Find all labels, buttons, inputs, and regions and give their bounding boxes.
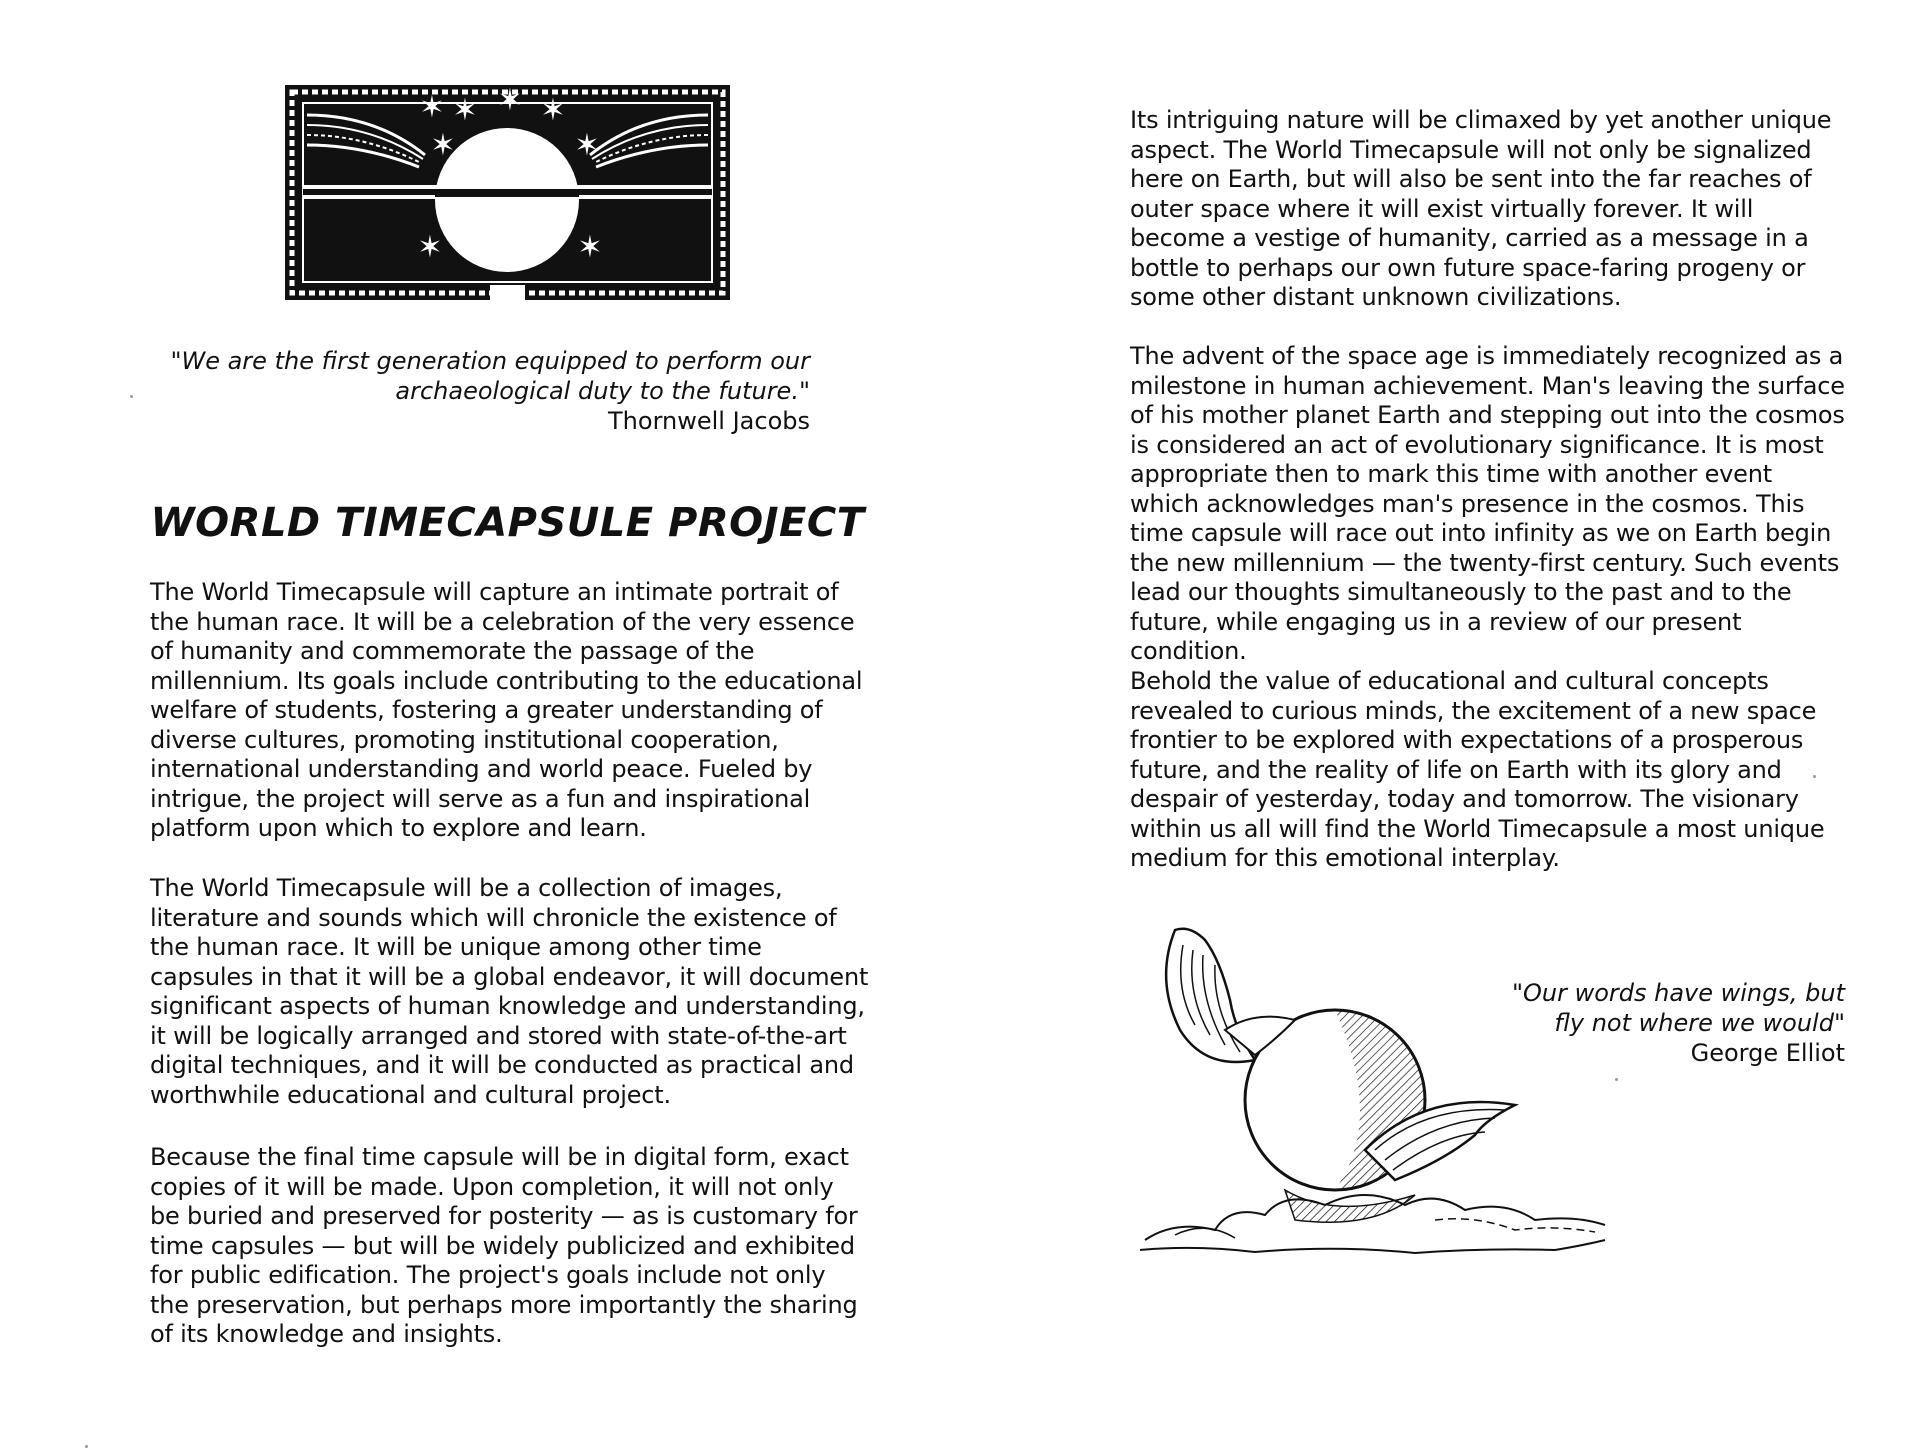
scan-speck [85, 1445, 88, 1448]
scan-speck [1813, 775, 1816, 778]
page-title: WORLD TIMECAPSULE PROJECT [150, 500, 865, 546]
closing-quote-author: George Elliot [1690, 1039, 1845, 1067]
opening-quote [150, 346, 810, 436]
scan-speck [130, 395, 133, 398]
closing-quote-line-2: fly not where we would" [1554, 1009, 1845, 1037]
opening-quote-line-1: "We are the first generation equipped to perform our [170, 347, 810, 375]
opening-quote-line-2: archaeological duty to the future." [395, 377, 810, 405]
left-paragraph-2: The World Timecapsule will be a collection of images, literature and sounds which will chronicle the existence of the human race. It will be unique among other time capsules in that it will be a global endeavor, it will document significant aspects of human knowledge and understanding, it will be logically arranged and stored with state-of-the-art digital techniques, and it will be conducted as practical and worthwhile educational and cultural project. [150, 874, 869, 1109]
svg-text:✶: ✶ [419, 90, 445, 125]
left-paragraph-3: Because the final time capsule will be in digital form, exact copies of it will be made. Upon completion, it will not only be buried and preserved for posterity — as is customary for time capsules — but will be widely publicized and exhibited for public edification. The project's goals include not only the preservation, but perhaps more importantly the sharing of its knowledge and insights. [150, 1143, 858, 1348]
closing-quote-line-1: "Our words have wings, but [1511, 979, 1845, 1007]
scan-speck [1615, 1078, 1618, 1081]
right-paragraph-2: The advent of the space age is immediately recognized as a milestone in human achievement. Man's leaving the surface of his mother planet Earth and stepping out into the cosmos is considered an act of evolutionary significance. It is most appropriate then to mark this time with another event which acknowledges man's presence in the cosmos. This time capsule will race out into infinity as we on Earth begin the new millennium — the twenty-first century. Such events lead our thoughts simultaneously to the past and to the future, while engaging us in a review of our present condition. [1130, 342, 1845, 665]
svg-text:✶: ✶ [497, 85, 523, 118]
svg-text:✶: ✶ [540, 93, 566, 128]
svg-text:✶: ✶ [417, 230, 443, 265]
svg-text:✶: ✶ [452, 93, 478, 128]
opening-quote-author: Thornwell Jacobs [608, 407, 810, 435]
right-paragraph-1: Its intriguing nature will be climaxed by yet another unique aspect. The World Timecapsule will not only be signalized here on Earth, but will also be sent into the far reaches of outer space where it will exist virtually forever. It will become a vestige of humanity, carried as a message in a bottle to perhaps our own future space-faring progeny or some other distant unknown civilizations. [1130, 106, 1832, 311]
right-paragraph-3: Behold the value of educational and cultural concepts revealed to curious minds, the excitement of a new space frontier to be explored with expectations of a prosperous future, and the reality of life on Earth with its glory and despair of yesterday, today and tomorrow. The visionary within us all will find the World Timecapsule a most unique medium for this emotional interplay. [1130, 667, 1825, 872]
winged-globe-illustration [1135, 920, 1610, 1265]
closing-quote [1430, 978, 1845, 1068]
left-paragraph-1: The World Timecapsule will capture an intimate portrait of the human race. It will be a celebration of the very essence of humanity and commemorate the passage of the millennium. Its goals include contributing to the educational welfare of students, fostering a greater understanding of diverse cultures, promoting institutional cooperation, international understanding and world peace. Fueled by intrigue, the project will serve as a fun and inspirational platform upon which to explore and learn. [150, 578, 863, 842]
svg-text:✶: ✶ [577, 230, 603, 265]
svg-text:✶: ✶ [574, 128, 600, 163]
timecapsule-logo-emblem [285, 85, 730, 300]
svg-text:✶: ✶ [430, 128, 456, 163]
